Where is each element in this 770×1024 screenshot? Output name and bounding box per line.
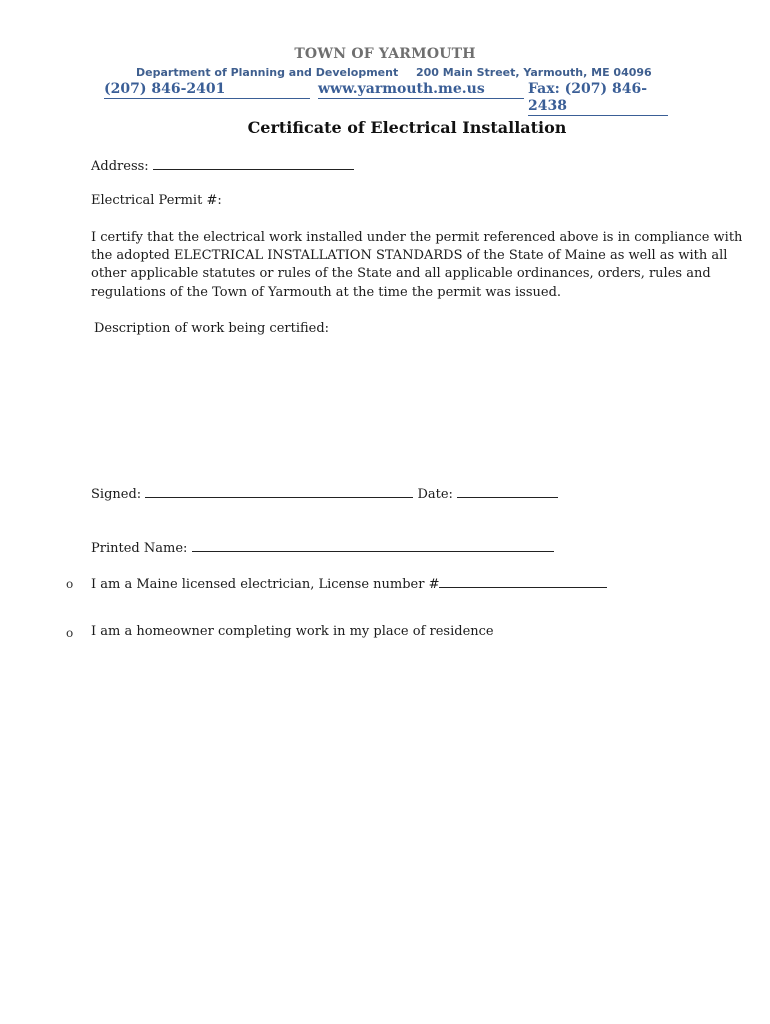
- homeowner-option-label: I am a homeowner completing work in my place of residence: [91, 624, 494, 639]
- signature-blank[interactable]: [145, 485, 413, 498]
- printed-name-label: Printed Name:: [91, 541, 188, 556]
- certification-line: regulations of the Town of Yarmouth at the time the permit was issued.: [91, 284, 562, 300]
- electrician-option: [91, 575, 607, 592]
- department-name: Department of Planning and Development: [136, 66, 399, 79]
- license-number-blank[interactable]: [439, 575, 607, 588]
- certification-line: other applicable statutes or rules of the State and all applicable ordinances, orders, rules and: [91, 266, 711, 282]
- date-label: Date:: [417, 487, 453, 502]
- document-title: Certificate of Electrical Installation: [247, 118, 567, 137]
- certification-line: the adopted ELECTRICAL INSTALLATION STANDARDS of the State of Maine as well as with all: [91, 248, 728, 264]
- signature-row: [91, 485, 558, 502]
- date-blank[interactable]: [457, 485, 558, 498]
- fax-number: Fax: (207) 846-2438: [528, 81, 668, 116]
- permit-label: Electrical Permit #:: [91, 193, 222, 208]
- town-name: TOWN OF YARMOUTH: [294, 46, 476, 62]
- certification-statement: [91, 229, 743, 302]
- permit-row: [91, 193, 222, 208]
- address-label: Address:: [91, 159, 149, 174]
- electrician-option-label: I am a Maine licensed electrician, License number #: [91, 577, 440, 592]
- description-row: [94, 321, 329, 336]
- description-label: Description of work being certified:: [94, 321, 330, 336]
- printed-name-row: [91, 539, 554, 556]
- homeowner-option-bullet[interactable]: o: [66, 626, 74, 640]
- address-blank[interactable]: [153, 157, 354, 170]
- electrician-option-bullet[interactable]: o: [66, 577, 74, 591]
- website-link[interactable]: www.yarmouth.me.us: [318, 81, 524, 99]
- certification-line: I certify that the electrical work installed under the permit referenced above is in compliance with: [91, 230, 743, 245]
- street-address: 200 Main Street, Yarmouth, ME 04096: [416, 66, 652, 79]
- phone-number: (207) 846-2401: [104, 81, 310, 99]
- homeowner-option: [91, 624, 494, 639]
- address-row: [91, 157, 354, 174]
- signed-label: Signed:: [91, 487, 142, 502]
- printed-name-blank[interactable]: [192, 539, 554, 552]
